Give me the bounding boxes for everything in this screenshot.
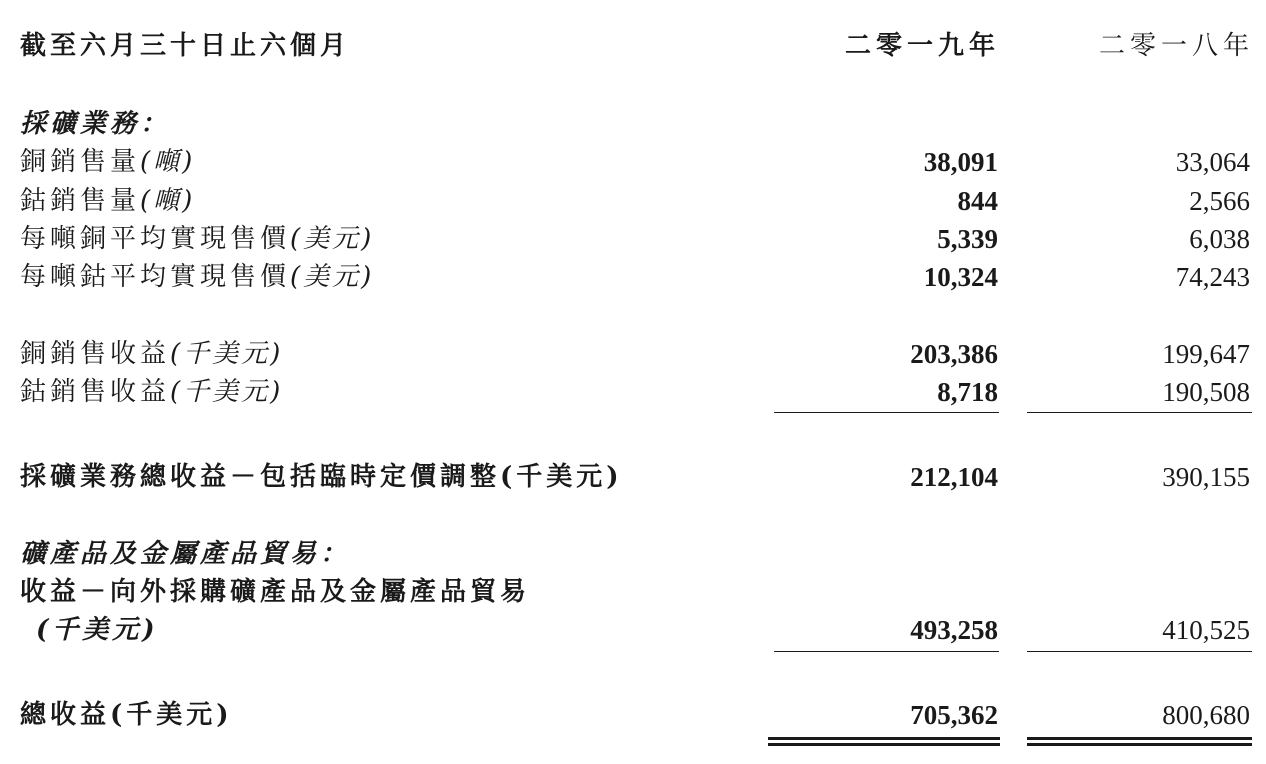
grand-total-label: 總收益(千美元) [20, 700, 233, 730]
mining-section-title: 採礦業務： [20, 109, 171, 139]
column-header-2018: 二零一八年 [1098, 31, 1254, 61]
trading-revenue-row [0, 574, 1266, 610]
value-2019: 212,104 [910, 462, 998, 492]
value-2019: 844 [957, 186, 998, 216]
value-2018: 800,680 [1162, 700, 1250, 730]
value-2019: 8,718 [937, 377, 998, 407]
value-2019: 38,091 [923, 147, 998, 177]
trading-section-row [0, 536, 1266, 572]
value-2019: 705,362 [910, 700, 998, 730]
table-row [0, 259, 1266, 295]
value-2018: 410,525 [1162, 615, 1250, 645]
value-2018: 74,243 [1175, 262, 1250, 292]
row-label: 每噸銅平均實現售價(美元) [20, 224, 375, 254]
trading-revenue-label: 收益－向外採購礦產品及金屬產品貿易 [20, 577, 531, 607]
period-label: 截至六月三十日止六個月 [20, 31, 351, 61]
header-row [0, 28, 1266, 64]
value-2018: 390,155 [1162, 462, 1250, 492]
table-row [0, 374, 1266, 410]
double-rule-2019 [768, 737, 1000, 746]
row-label: 鈷銷售收益(千美元) [20, 377, 284, 407]
table-row [0, 221, 1266, 257]
value-2018: 2,566 [1189, 186, 1250, 216]
value-2018: 199,647 [1162, 339, 1250, 369]
trading-revenue-unit-row [0, 612, 1266, 648]
subtotal-rule-2019 [774, 412, 999, 413]
value-2018: 6,038 [1189, 224, 1250, 254]
trading-revenue-unit: (千美元) [36, 615, 159, 645]
value-2018: 33,064 [1175, 147, 1250, 177]
column-header-2019: 二零一九年 [844, 31, 1000, 61]
table-row [0, 144, 1266, 180]
value-2019: 10,324 [923, 262, 998, 292]
value-2018: 190,508 [1162, 377, 1250, 407]
value-2019: 5,339 [937, 224, 998, 254]
table-row [0, 183, 1266, 219]
row-label: 每噸鈷平均實現售價(美元) [20, 262, 375, 292]
value-2019: 493,258 [910, 615, 998, 645]
mining-total-row [0, 459, 1266, 495]
subtotal-rule-2019 [774, 651, 999, 652]
mining-total-label: 採礦業務總收益－包括臨時定價調整(千美元) [20, 462, 623, 492]
grand-total-row [0, 697, 1266, 733]
row-label: 銅銷售量(噸) [20, 147, 196, 177]
subtotal-rule-2018 [1027, 412, 1252, 413]
double-rule-2018 [1027, 737, 1252, 746]
subtotal-rule-2018 [1027, 651, 1252, 652]
table-row [0, 336, 1266, 372]
row-label: 鈷銷售量(噸) [20, 186, 196, 216]
trading-section-title: 礦產品及金屬產品貿易： [20, 539, 351, 569]
value-2019: 203,386 [910, 339, 998, 369]
row-label: 銅銷售收益(千美元) [20, 339, 284, 369]
mining-section-row [0, 106, 1266, 142]
